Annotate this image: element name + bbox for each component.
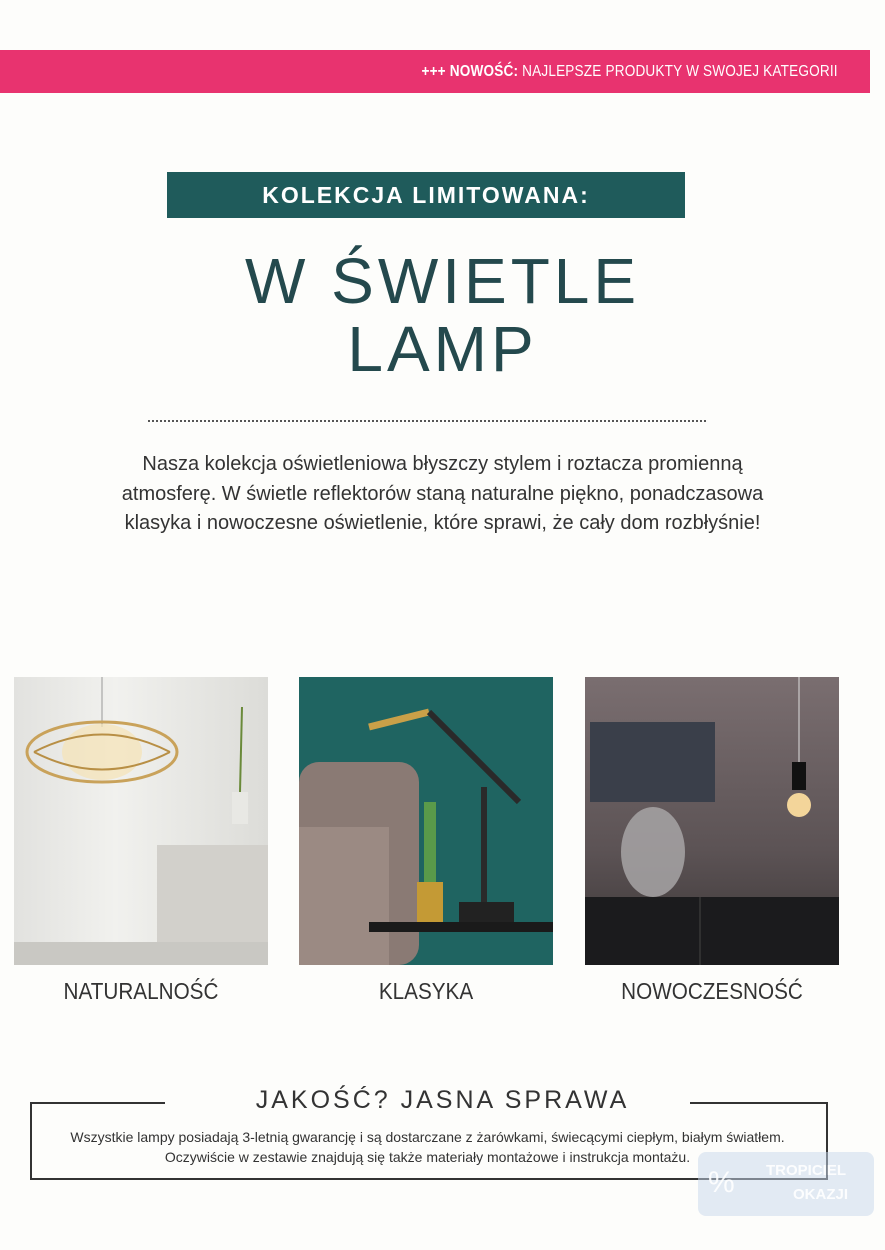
caption-naturalnosc: NATURALNOŚĆ <box>63 978 219 1004</box>
watermark-logo <box>698 1152 874 1216</box>
percent-icon: % <box>708 1166 735 1199</box>
caption-klasyka: KLASYKA <box>378 978 474 1004</box>
banner-text <box>422 63 838 81</box>
dotted-divider <box>148 420 706 422</box>
quality-title: JAKOŚĆ? JASNA SPRAWA <box>255 1086 630 1114</box>
watermark-line1: TROPICIEL <box>766 1162 847 1179</box>
collection-label: KOLEKCJA LIMITOWANA: <box>167 172 685 218</box>
photo-modern-table-lamp <box>585 677 839 965</box>
banner-tagline: NAJLEPSZE PRODUKTY W SWOJEJ KATEGORII <box>522 63 838 80</box>
quality-text: Wszystkie lampy posiadają 3-letnią gwarancję i są dostarczane z żarówkami, świecącymi ciepłym, białym światłem. Oczywiście w zestawie znajdują się także materiały montażowe i instrukcja montażu. <box>70 1129 785 1165</box>
caption-nowoczesnosc: NOWOCZESNOŚĆ <box>621 978 803 1004</box>
banner-prefix: +++ NOWOŚĆ: <box>421 63 519 80</box>
page-title-line2: LAMP <box>347 313 538 385</box>
page-title-line1: W ŚWIETLE <box>244 245 641 317</box>
photo-classic-desk-lamp <box>299 677 553 965</box>
intro-paragraph: Nasza kolekcja oświetleniowa błyszczy stylem i roztacza promienną atmosferę. W świetle reflektorów staną naturalne piękno, ponadczasowa klasyka i nowoczesne oświetlenie, które sprawi, że cały dom rozbłyśnie! <box>121 453 764 534</box>
watermark-line2: OKAZJI <box>793 1186 849 1203</box>
top-banner <box>0 50 870 93</box>
photo-natural-pendant-lamp <box>14 677 268 965</box>
